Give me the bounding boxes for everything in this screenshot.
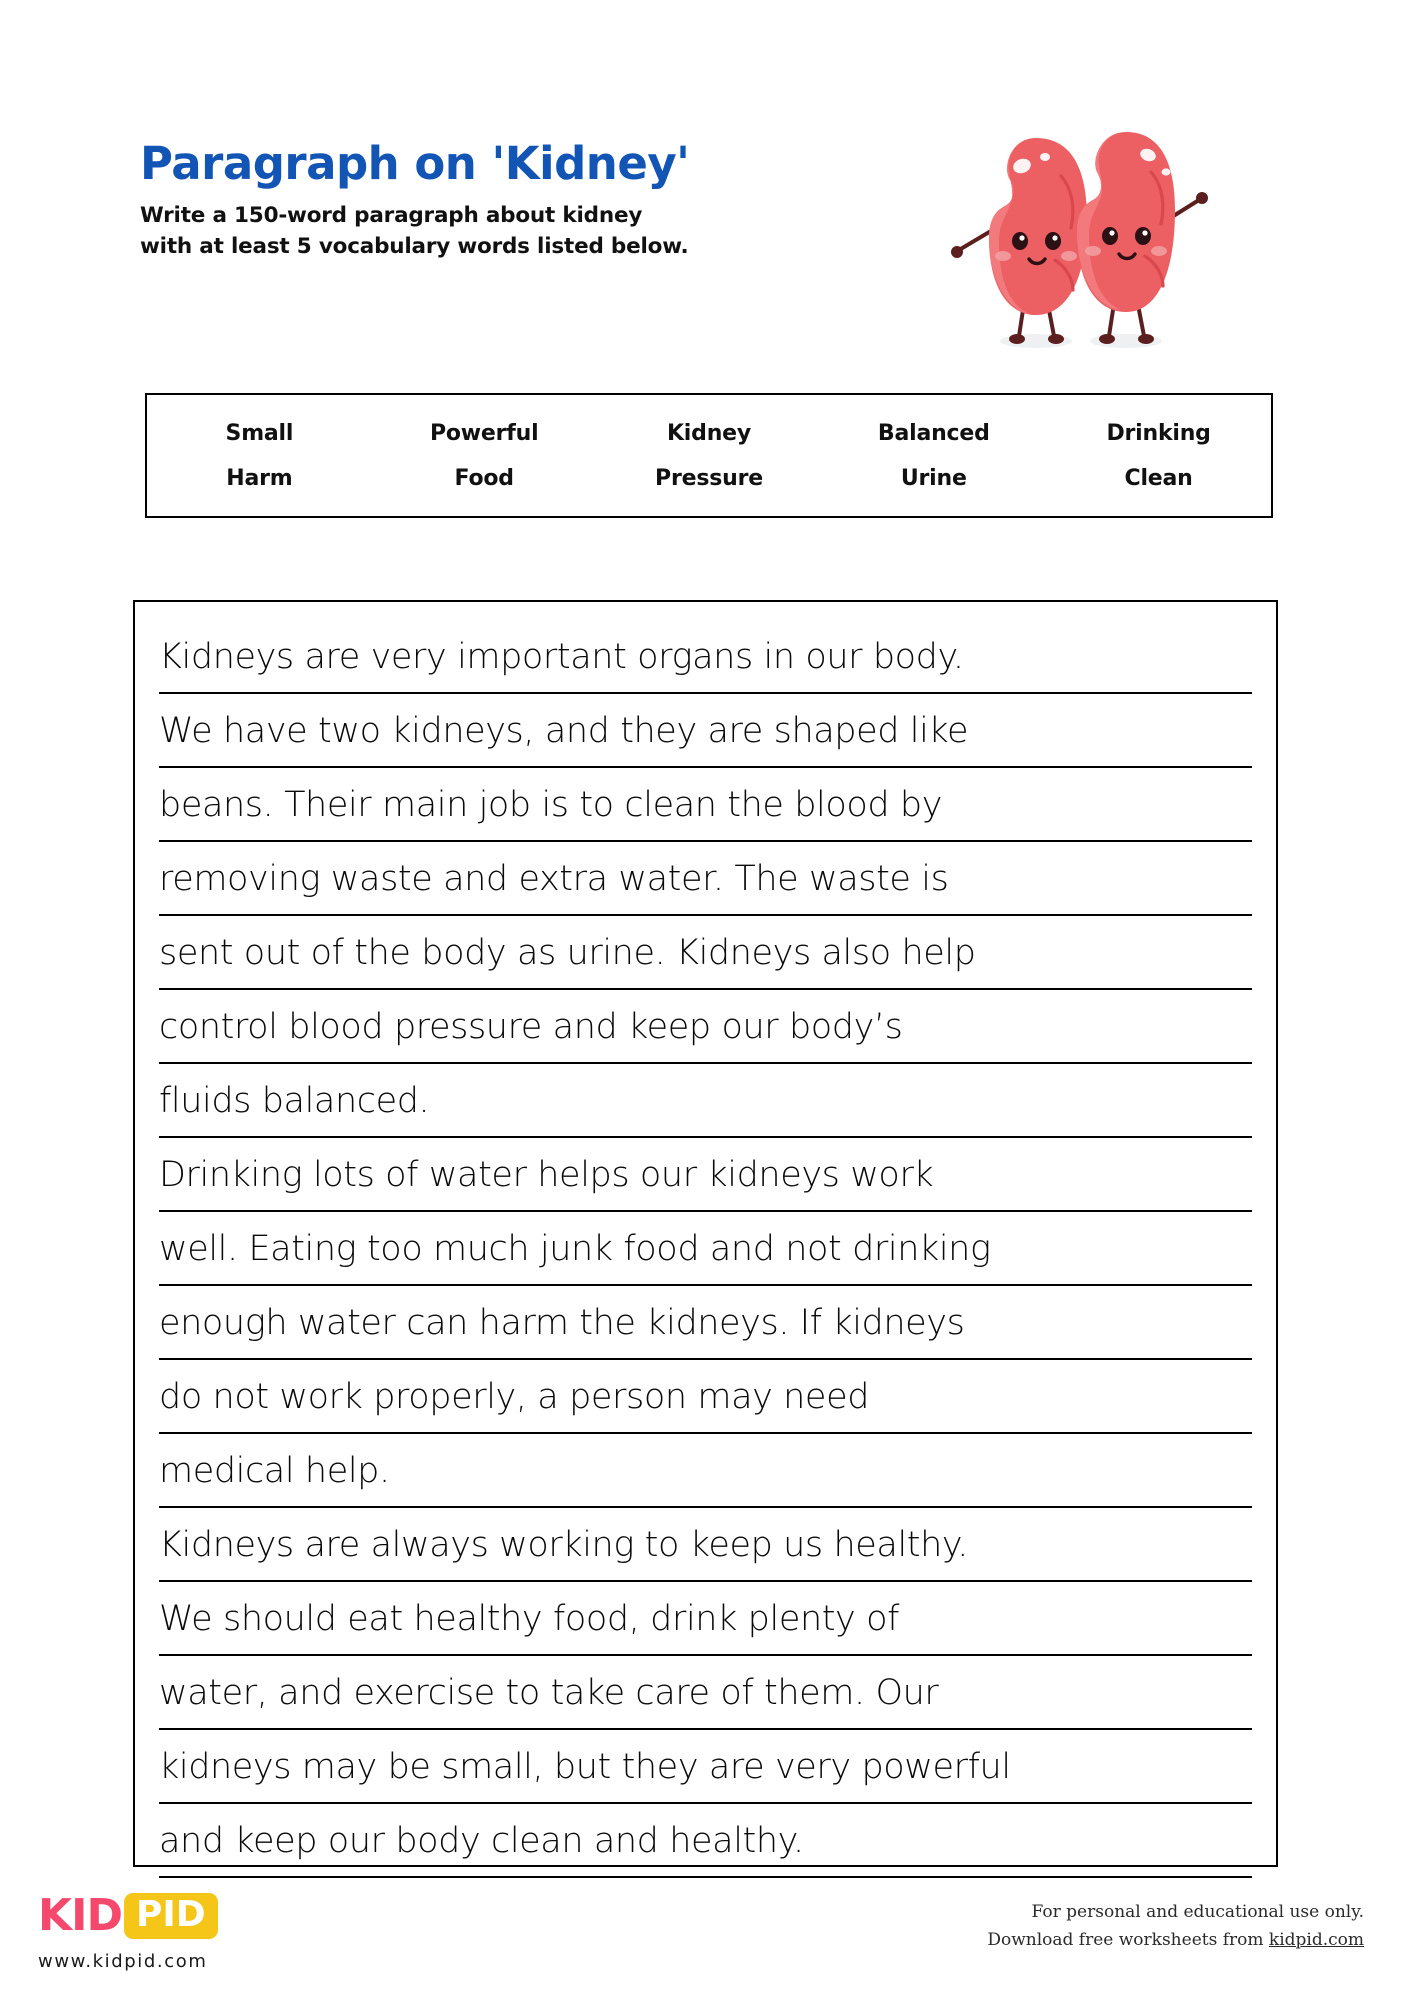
title-block [140, 137, 880, 262]
answer-line: Kidneys are always working to keep us healthy. [159, 1508, 1252, 1582]
vocabulary-row-2 [147, 466, 1271, 491]
answer-line: well. Eating too much junk food and not drinking [159, 1212, 1252, 1286]
answer-line: enough water can harm the kidneys. If kidneys [159, 1286, 1252, 1360]
answer-line: kidneys may be small, but they are very powerful [159, 1730, 1252, 1804]
answer-line: control blood pressure and keep our body’s [159, 990, 1252, 1064]
vocabulary-word: Drinking [1106, 420, 1211, 446]
logo-mark [38, 1890, 218, 1942]
vocabulary-word: Balanced [877, 420, 990, 446]
answer-line: We have two kidneys, and they are shaped like [159, 694, 1252, 768]
vocabulary-word: Urine [900, 465, 967, 491]
page-footer [0, 1890, 1414, 2000]
vocabulary-word: Harm [226, 465, 293, 491]
vocabulary-word: Small [225, 420, 294, 446]
answer-line: sent out of the body as urine. Kidneys also help [159, 916, 1252, 990]
vocabulary-row-1 [147, 421, 1271, 446]
logo-text-pid: PID [124, 1893, 218, 1939]
answer-line: beans. Their main job is to clean the blood by [159, 768, 1252, 842]
logo-text-kid: KID [38, 1890, 122, 1941]
answer-line: and keep our body clean and healthy. [159, 1804, 1252, 1878]
answer-line: do not work properly, a person may need [159, 1360, 1252, 1434]
instruction-line-2: with at least 5 vocabulary words listed below. [140, 233, 689, 259]
vocabulary-word: Kidney [666, 420, 752, 446]
kidpid-logo[interactable] [38, 1890, 218, 1972]
instruction-line-1: Write a 150-word paragraph about kidney [140, 203, 643, 229]
worksheet-instructions [140, 201, 880, 262]
vocabulary-word-bank [145, 393, 1273, 518]
worksheet-header [140, 137, 1275, 380]
answer-line: Kidneys are very important organs in our body. [159, 620, 1252, 694]
answer-line: water, and exercise to take care of them. Our [159, 1656, 1252, 1730]
vocabulary-word: Food [454, 465, 514, 491]
answer-text [159, 620, 1252, 1878]
vocabulary-word: Powerful [429, 420, 539, 446]
answer-line: fluids balanced. [159, 1064, 1252, 1138]
vocabulary-word: Pressure [655, 465, 763, 491]
answer-line: We should eat healthy food, drink plenty of [159, 1582, 1252, 1656]
kidpid-link[interactable]: kidpid.com [1268, 1930, 1364, 1951]
page-title: Paragraph on 'Kidney' [140, 137, 690, 190]
answer-line: Drinking lots of water helps our kidneys work [159, 1138, 1252, 1212]
usage-notice-line-2 [987, 1926, 1364, 1954]
usage-notice-line-1: For personal and educational use only. [1031, 1902, 1364, 1922]
answer-writing-area[interactable] [133, 600, 1278, 1867]
logo-website-url[interactable]: www.kidpid.com [38, 1951, 208, 1972]
kidney-characters-icon [923, 110, 1253, 360]
answer-line: removing waste and extra water. The waste is [159, 842, 1252, 916]
answer-line: medical help. [159, 1434, 1252, 1508]
usage-notice [987, 1898, 1364, 1954]
vocabulary-word: Clean [1124, 465, 1193, 491]
usage-notice-prefix: Download free worksheets from [987, 1930, 1269, 1951]
